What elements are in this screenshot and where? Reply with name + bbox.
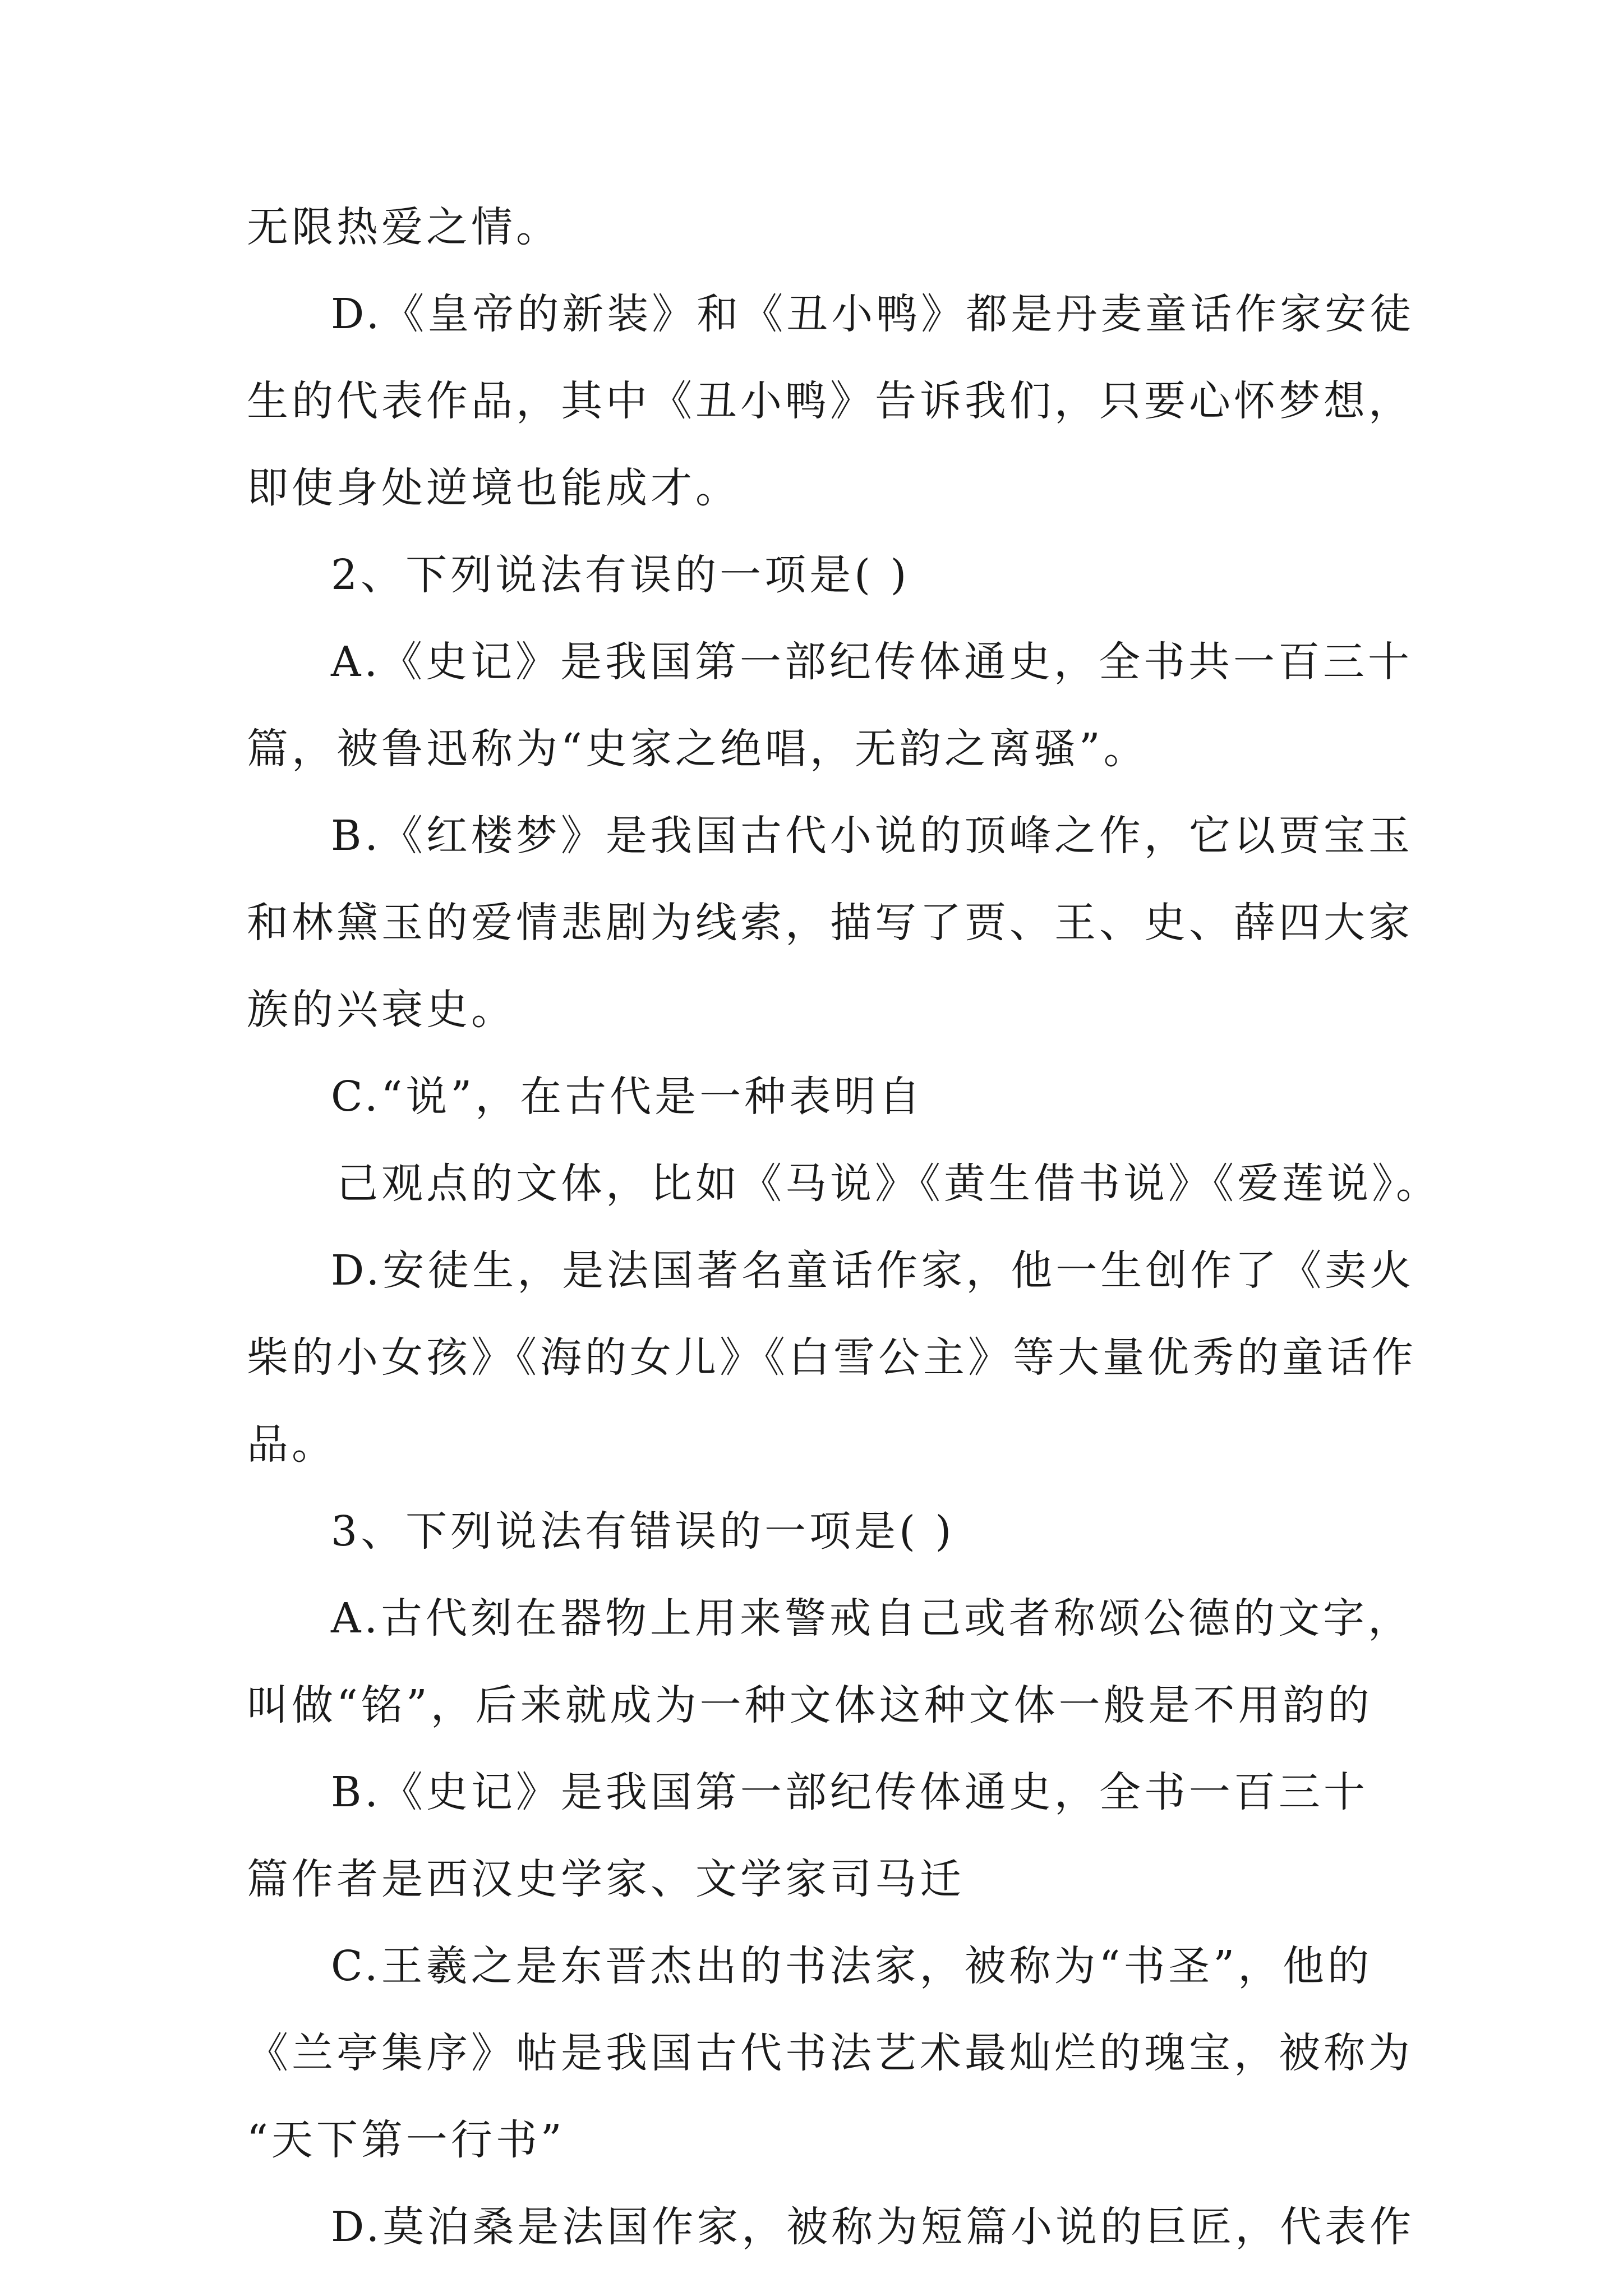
text-line-19: B.《史记》是我国第一部纪传体通史，全书一百三十 [331,1768,1368,1816]
text-line-7: 篇，被鲁迅称为“史家之绝唱，无韵之离骚”。 [247,725,1149,773]
text-line-10: 族的兴衰史。 [247,986,516,1034]
text-line-2: D.《皇帝的新装》和《丑小鸭》都是丹麦童话作家安徒 [331,290,1415,338]
text-line-18: 叫做“铭”，后来就成为一种文体这种文体一般是不用韵的 [247,1681,1373,1729]
text-line-14: 柴的小女孩》《海的女儿》《白雪公主》等大量优秀的童话作 [247,1333,1417,1382]
text-line-15: 品。 [247,1420,336,1469]
text-line-22: 《兰亭集序》帖是我国古代书法艺术最灿烂的瑰宝，被称为 [247,2029,1413,2077]
text-line-9: 和林黛玉的爱情悲剧为线索，描写了贾、王、史、薛四大家 [247,899,1413,947]
text-line-1: 无限热爱之情。 [247,203,561,251]
text-line-6: A.《史记》是我国第一部纪传体通史，全书共一百三十 [331,638,1413,686]
text-line-13: D.安徒生，是法国著名童话作家，他一生创作了《卖火 [331,1246,1415,1295]
text-line-11: C.“说”，在古代是一种表明自 [331,1073,924,1121]
text-line-8: B.《红楼梦》是我国古代小说的顶峰之作，它以贾宝玉 [331,812,1413,860]
text-line-20: 篇作者是西汉史学家、文学家司马迁 [247,1855,965,1903]
text-line-12: 己观点的文体，比如《马说》《黄生借书说》《爱莲说》。 [336,1159,1441,1208]
text-line-4: 即使身处逆境也能成才。 [247,464,740,512]
text-line-16: 3、下列说法有错误的一项是( ) [331,1507,955,1556]
text-line-23: “天下第一行书” [247,2116,565,2164]
text-line-17: A.古代刻在器物上用来警戒自己或者称颂公德的文字， [331,1594,1413,1642]
text-line-5: 2、下列说法有误的一项是( ) [331,551,910,599]
text-line-3: 生的代表作品，其中《丑小鸭》告诉我们，只要心怀梦想， [247,377,1413,425]
text-line-24: D.莫泊桑是法国作家，被称为短篇小说的巨匠，代表作 [331,2203,1415,2251]
text-line-21: C.王羲之是东晋杰出的书法家，被称为“书圣”，他的 [331,1942,1373,1990]
